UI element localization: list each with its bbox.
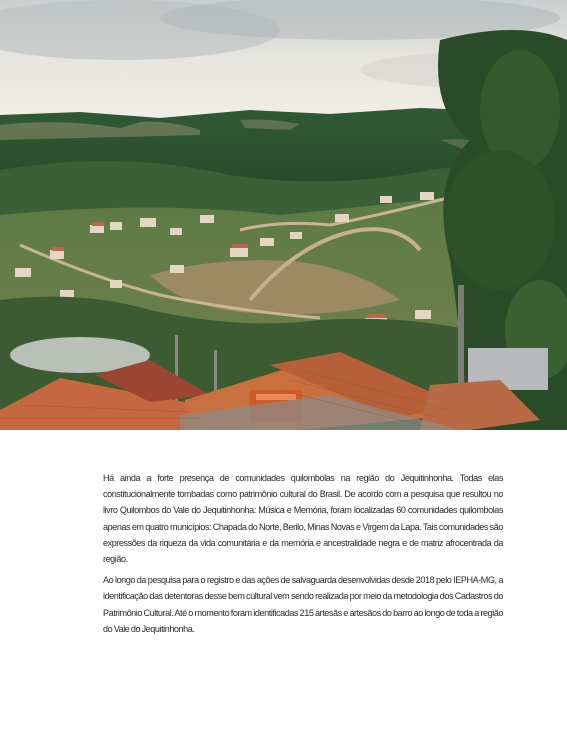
body-text <box>103 470 503 642</box>
paragraph-2: Ao longo da pesquisa para o registro e das ações de salvaguarda desenvolvidas desde 2018 pelo IEPHA-MG, a identificação das detentoras desse bem cultural vem sendo realizada por meio da metodologia dos Cadastros do Patrimônio Cultural. Até o momento foram identificadas 215 artesãs e artesãos do barro ao longo de toda a região do Vale do Jequitinhonha. <box>103 575 503 634</box>
paragraph-1: Há ainda a forte presença de comunidades quilombolas na região do Jequitinhonha. Todas elas constitucionalmente tombadas como patrimônio cultural do Brasil. De acordo com a pesquisa que resultou no livro Quilombos do Vale do Jequitinhonha: Música e Memória, foram localizadas 60 comunidades quilombolas apenas em quatro municípios: Chapada do Norte, Berilo, Minas Novas e Virgem da Lapa. Tais comunidades são expressões da riqueza da vida comunitária e da memória e ancestralidade negra e de matriz afrocentrada da região. <box>103 473 503 565</box>
